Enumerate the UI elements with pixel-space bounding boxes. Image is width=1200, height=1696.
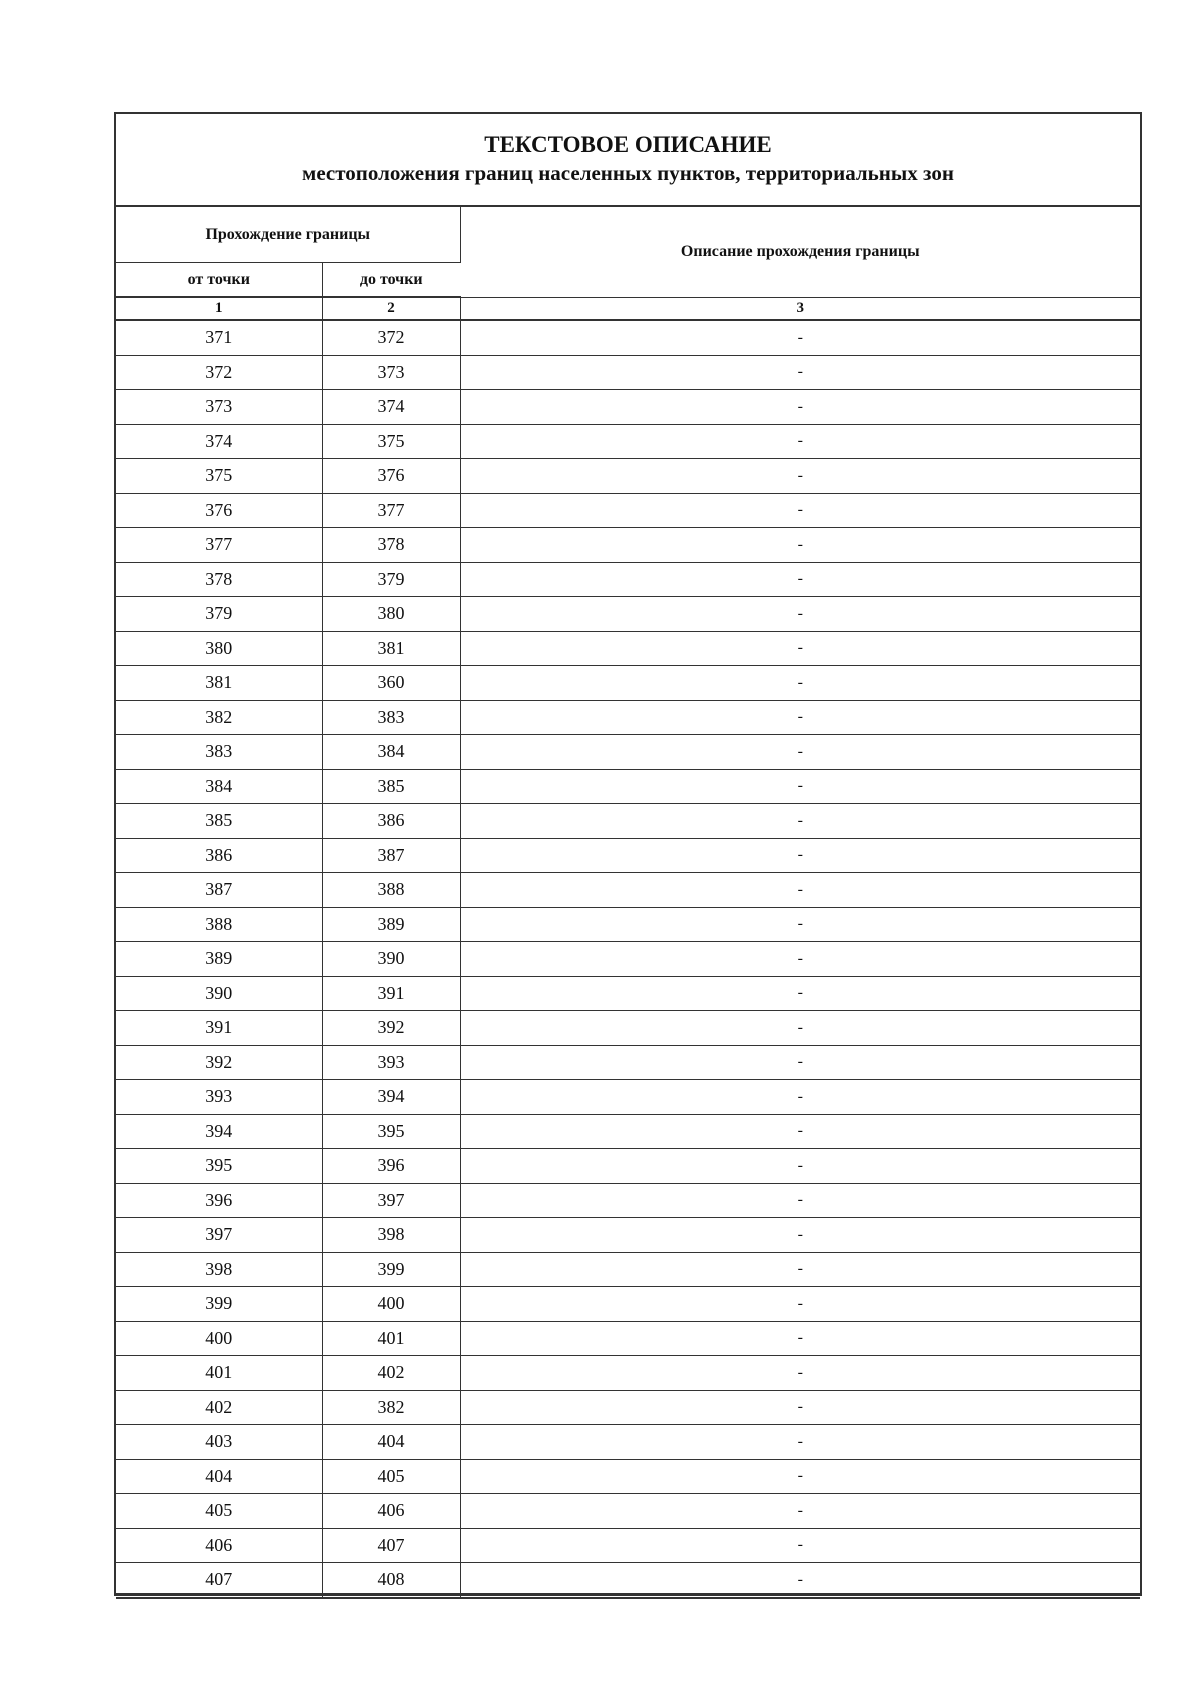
description-cell: - (460, 528, 1140, 563)
to-point-cell: 396 (322, 1149, 460, 1184)
from-point-cell: 381 (116, 666, 322, 701)
table-row (116, 528, 1140, 563)
from-point-cell: 392 (116, 1045, 322, 1080)
table-row (116, 1287, 1140, 1322)
table-row (116, 562, 1140, 597)
from-point-cell: 401 (116, 1356, 322, 1391)
to-point-cell: 405 (322, 1459, 460, 1494)
from-point-cell: 389 (116, 942, 322, 977)
table-row (116, 320, 1140, 355)
from-point-cell: 378 (116, 562, 322, 597)
description-cell: - (460, 942, 1140, 977)
description-cell: - (460, 769, 1140, 804)
table-row (116, 1528, 1140, 1563)
from-point-cell: 382 (116, 700, 322, 735)
description-cell: - (460, 1425, 1140, 1460)
description-cell: - (460, 735, 1140, 770)
from-point-cell: 390 (116, 976, 322, 1011)
description-cell: - (460, 1459, 1140, 1494)
from-point-cell: 377 (116, 528, 322, 563)
from-point-cell: 371 (116, 320, 322, 355)
table-row (116, 700, 1140, 735)
from-point-cell: 376 (116, 493, 322, 528)
table-row (116, 1459, 1140, 1494)
table-row (116, 1321, 1140, 1356)
table-row (116, 1114, 1140, 1149)
from-point-header: от точки (116, 263, 322, 298)
to-point-cell: 404 (322, 1425, 460, 1460)
to-point-cell: 386 (322, 804, 460, 839)
to-point-cell: 406 (322, 1494, 460, 1529)
table-row (116, 1252, 1140, 1287)
table-row (116, 907, 1140, 942)
to-point-cell: 399 (322, 1252, 460, 1287)
to-point-cell: 395 (322, 1114, 460, 1149)
description-cell: - (460, 1149, 1140, 1184)
to-point-cell: 380 (322, 597, 460, 632)
description-cell: - (460, 1114, 1140, 1149)
from-point-cell: 397 (116, 1218, 322, 1253)
title-block (116, 114, 1140, 207)
from-point-cell: 402 (116, 1390, 322, 1425)
table-row (116, 942, 1140, 977)
description-cell: - (460, 1183, 1140, 1218)
description-cell: - (460, 1011, 1140, 1046)
description-cell: - (460, 700, 1140, 735)
description-cell: - (460, 1356, 1140, 1391)
to-point-cell: 397 (322, 1183, 460, 1218)
table-row (116, 390, 1140, 425)
to-point-cell: 390 (322, 942, 460, 977)
from-point-cell: 393 (116, 1080, 322, 1115)
from-point-cell: 391 (116, 1011, 322, 1046)
from-point-cell: 373 (116, 390, 322, 425)
to-point-cell: 374 (322, 390, 460, 425)
to-point-cell: 385 (322, 769, 460, 804)
to-point-cell: 372 (322, 320, 460, 355)
description-cell: - (460, 562, 1140, 597)
description-cell: - (460, 1563, 1140, 1598)
description-cell: - (460, 1218, 1140, 1253)
to-point-cell: 379 (322, 562, 460, 597)
to-point-cell: 377 (322, 493, 460, 528)
from-point-cell: 395 (116, 1149, 322, 1184)
description-cell: - (460, 320, 1140, 355)
description-cell: - (460, 1528, 1140, 1563)
to-point-cell: 401 (322, 1321, 460, 1356)
to-point-cell: 360 (322, 666, 460, 701)
from-point-cell: 403 (116, 1425, 322, 1460)
description-cell: - (460, 390, 1140, 425)
boundary-passage-header: Прохождение границы (116, 207, 460, 263)
table-row (116, 1356, 1140, 1391)
table-row (116, 1149, 1140, 1184)
to-point-cell: 388 (322, 873, 460, 908)
column-number-2: 2 (322, 297, 460, 320)
table-row (116, 631, 1140, 666)
to-point-cell: 378 (322, 528, 460, 563)
description-header: Описание прохождения границы (460, 207, 1140, 297)
description-cell: - (460, 1252, 1140, 1287)
table-row (116, 424, 1140, 459)
table-row (116, 1218, 1140, 1253)
table-row (116, 1011, 1140, 1046)
from-point-cell: 405 (116, 1494, 322, 1529)
table-row (116, 459, 1140, 494)
description-cell: - (460, 1321, 1140, 1356)
to-point-cell: 398 (322, 1218, 460, 1253)
column-number-3: 3 (460, 297, 1140, 320)
description-cell: - (460, 493, 1140, 528)
description-cell: - (460, 1080, 1140, 1115)
table-row (116, 1080, 1140, 1115)
table-row (116, 1390, 1140, 1425)
description-cell: - (460, 459, 1140, 494)
from-point-cell: 398 (116, 1252, 322, 1287)
from-point-cell: 372 (116, 355, 322, 390)
column-number-1: 1 (116, 297, 322, 320)
to-point-cell: 408 (322, 1563, 460, 1598)
description-cell: - (460, 873, 1140, 908)
document-title: ТЕКСТОВОЕ ОПИСАНИЕ (484, 132, 772, 157)
description-cell: - (460, 976, 1140, 1011)
description-cell: - (460, 666, 1140, 701)
description-cell: - (460, 838, 1140, 873)
description-cell: - (460, 355, 1140, 390)
description-cell: - (460, 1287, 1140, 1322)
from-point-cell: 394 (116, 1114, 322, 1149)
description-cell: - (460, 631, 1140, 666)
boundary-table-body (116, 320, 1140, 1598)
table-row (116, 493, 1140, 528)
from-point-cell: 387 (116, 873, 322, 908)
boundary-table (116, 207, 1140, 1599)
to-point-cell: 373 (322, 355, 460, 390)
table-row (116, 355, 1140, 390)
table-row (116, 873, 1140, 908)
to-point-cell: 407 (322, 1528, 460, 1563)
to-point-cell: 400 (322, 1287, 460, 1322)
table-row (116, 804, 1140, 839)
to-point-cell: 376 (322, 459, 460, 494)
from-point-cell: 400 (116, 1321, 322, 1356)
description-cell: - (460, 1494, 1140, 1529)
document-subtitle: местоположения границ населенных пунктов, территориальных зон (302, 161, 954, 185)
from-point-cell: 383 (116, 735, 322, 770)
to-point-cell: 393 (322, 1045, 460, 1080)
from-point-cell: 374 (116, 424, 322, 459)
from-point-cell: 396 (116, 1183, 322, 1218)
description-cell: - (460, 1390, 1140, 1425)
description-cell: - (460, 424, 1140, 459)
from-point-cell: 406 (116, 1528, 322, 1563)
to-point-cell: 402 (322, 1356, 460, 1391)
description-cell: - (460, 907, 1140, 942)
description-cell: - (460, 597, 1140, 632)
table-row (116, 666, 1140, 701)
from-point-cell: 386 (116, 838, 322, 873)
table-row (116, 1563, 1140, 1598)
table-row (116, 735, 1140, 770)
table-row (116, 1425, 1140, 1460)
from-point-cell: 375 (116, 459, 322, 494)
to-point-cell: 381 (322, 631, 460, 666)
from-point-cell: 384 (116, 769, 322, 804)
table-row (116, 1183, 1140, 1218)
from-point-cell: 385 (116, 804, 322, 839)
to-point-cell: 392 (322, 1011, 460, 1046)
description-cell: - (460, 1045, 1140, 1080)
from-point-cell: 379 (116, 597, 322, 632)
table-row (116, 597, 1140, 632)
from-point-cell: 399 (116, 1287, 322, 1322)
from-point-cell: 404 (116, 1459, 322, 1494)
table-row (116, 976, 1140, 1011)
to-point-cell: 394 (322, 1080, 460, 1115)
from-point-cell: 407 (116, 1563, 322, 1598)
boundary-table-header (116, 207, 1140, 320)
to-point-cell: 387 (322, 838, 460, 873)
to-point-cell: 391 (322, 976, 460, 1011)
description-cell: - (460, 804, 1140, 839)
to-point-header: до точки (322, 263, 460, 298)
from-point-cell: 388 (116, 907, 322, 942)
table-row (116, 838, 1140, 873)
to-point-cell: 382 (322, 1390, 460, 1425)
table-row (116, 1045, 1140, 1080)
boundary-description-sheet (114, 112, 1142, 1596)
to-point-cell: 375 (322, 424, 460, 459)
table-row (116, 769, 1140, 804)
from-point-cell: 380 (116, 631, 322, 666)
to-point-cell: 383 (322, 700, 460, 735)
table-row (116, 1494, 1140, 1529)
to-point-cell: 389 (322, 907, 460, 942)
to-point-cell: 384 (322, 735, 460, 770)
